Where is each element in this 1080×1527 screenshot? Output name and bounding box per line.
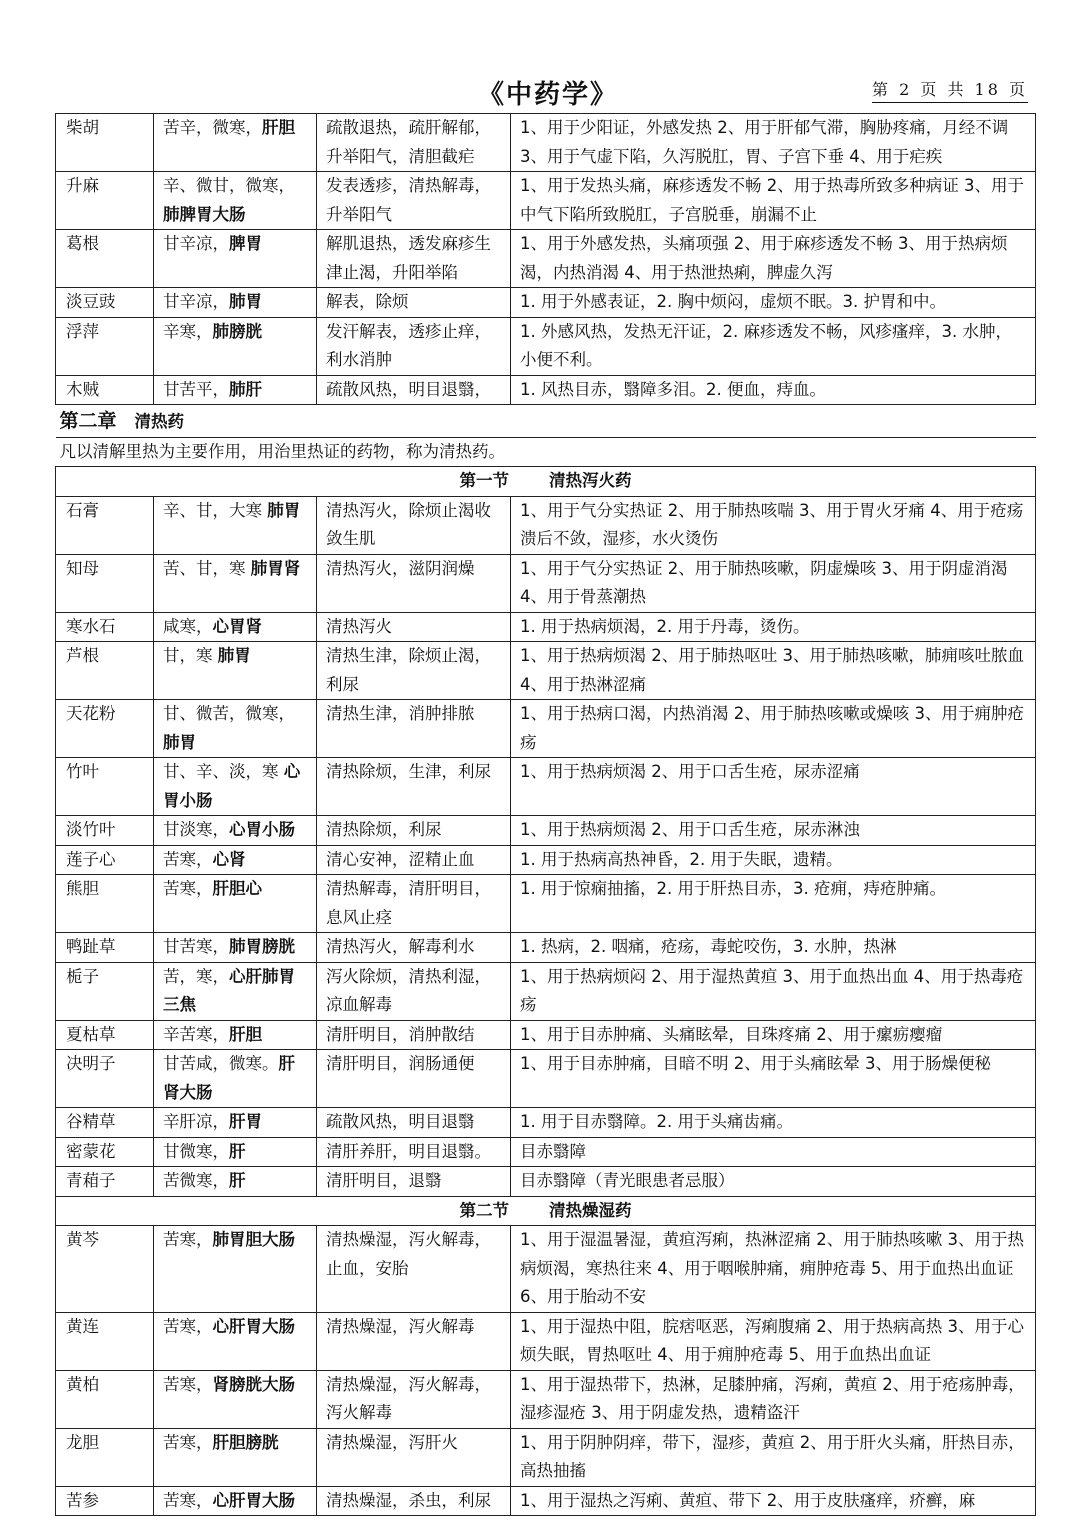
herb-usage: 1. 热病，2. 咽痛，疮疡，毒蛇咬伤，3. 水肿，热淋 xyxy=(511,933,1036,963)
herb-property xyxy=(154,114,317,172)
herb-property-text: 苦寒， xyxy=(163,879,213,898)
herb-effect: 清肝养肝，明目退翳。 xyxy=(317,1137,511,1167)
chapter-heading xyxy=(56,405,1036,438)
herb-effect: 清肝明目，退翳 xyxy=(317,1167,511,1197)
herb-row xyxy=(56,288,1036,318)
herb-property xyxy=(154,230,317,288)
herb-row xyxy=(56,1050,1036,1108)
herb-usage: 1、用于热病烦渴 2、用于口舌生疮，尿赤涩痛 xyxy=(511,758,1036,816)
herb-property-text: 甘、微苦，微寒， xyxy=(163,704,295,723)
herb-meridian: 肝 xyxy=(229,1171,246,1190)
document-title: 《中药学》 xyxy=(478,80,619,110)
herb-usage: 1、用于湿热带下，热淋，足膝肿痛，泻痢，黄疸 2、用于疮疡肿毒，湿疹湿疮 3、用于阴虚发热，遗精盗汗 xyxy=(511,1370,1036,1428)
herb-row xyxy=(56,1428,1036,1486)
herb-effect: 清肝明目，润肠通便 xyxy=(317,1050,511,1108)
page-number: 第 2 页 共 18 页 xyxy=(872,77,1028,103)
herb-effect: 清热生津，除烦止渴，利尿 xyxy=(317,642,511,700)
herb-row xyxy=(56,612,1036,642)
herb-effect: 清热泻火，解毒利水 xyxy=(317,933,511,963)
herb-property-text: 甘淡寒， xyxy=(163,820,229,839)
herb-row xyxy=(56,875,1036,933)
herb-table-body xyxy=(56,114,1036,1516)
herb-name: 谷精草 xyxy=(56,1108,154,1138)
herb-row xyxy=(56,554,1036,612)
herb-effect: 清热燥湿，泻火解毒，泻火解毒 xyxy=(317,1370,511,1428)
herb-property-text: 甘，寒 xyxy=(163,646,218,665)
herb-meridian: 肝胆 xyxy=(229,1024,262,1044)
herb-row xyxy=(56,172,1036,230)
herb-usage: 1、用于少阳证，外感发热 2、用于肝郁气滞，胸胁疼痛，月经不调 3、用于气虚下陷，久泻脱肛，胃、子宫下垂 4、用于疟疾 xyxy=(511,114,1036,172)
herb-row xyxy=(56,114,1036,172)
herb-row xyxy=(56,1486,1036,1516)
herb-usage: 目赤翳障（青光眼患者忌服） xyxy=(511,1167,1036,1197)
herb-name: 鸭趾草 xyxy=(56,933,154,963)
herb-property xyxy=(154,1167,317,1197)
section-number: 第二节 xyxy=(459,1200,509,1220)
herb-effect: 清热泻火，滋阴润燥 xyxy=(317,554,511,612)
herb-property-text: 苦寒， xyxy=(163,849,213,869)
herb-property-text: 甘、辛、淡，寒 xyxy=(163,762,284,781)
herb-usage: 目赤翳障 xyxy=(511,1137,1036,1167)
herb-row xyxy=(56,1108,1036,1138)
herb-name: 木贼 xyxy=(56,375,154,405)
herb-row xyxy=(56,845,1036,875)
herb-row xyxy=(56,642,1036,700)
section-name: 清热燥湿药 xyxy=(549,1200,632,1220)
herb-effect: 清心安神，涩精止血 xyxy=(317,845,511,875)
herb-name: 黄连 xyxy=(56,1312,154,1370)
herb-meridian: 脾胃 xyxy=(229,234,262,253)
herb-meridian: 肝 xyxy=(229,1141,246,1161)
herb-name: 升麻 xyxy=(56,172,154,230)
section-name: 清热泻火药 xyxy=(549,471,632,490)
herb-meridian: 肺膀胱 xyxy=(212,321,262,341)
herb-property xyxy=(154,1486,317,1516)
herb-effect: 发汗解表，透疹止痒，利水消肿 xyxy=(317,317,511,375)
herb-effect: 疏散退热，疏肝解郁，升举阳气，清胆截疟 xyxy=(317,114,511,172)
herb-name: 黄柏 xyxy=(56,1370,154,1428)
herb-effect: 清热燥湿，泻肝火 xyxy=(317,1428,511,1486)
herb-meridian: 肝胃 xyxy=(229,1112,262,1131)
herb-meridian: 心肾 xyxy=(212,849,246,869)
herb-property-text: 甘微寒， xyxy=(163,1141,229,1161)
herb-row xyxy=(56,1020,1036,1050)
herb-property xyxy=(154,288,317,318)
herb-name: 决明子 xyxy=(56,1050,154,1108)
herb-property xyxy=(154,172,317,230)
herb-property-text: 苦寒， xyxy=(163,1316,213,1336)
herb-effect: 清热泻火 xyxy=(317,612,511,642)
herb-usage: 1. 风热目赤，翳障多泪。2. 便血，痔血。 xyxy=(511,375,1036,405)
herb-usage: 1、用于目赤肿痛，目暗不明 2、用于头痛眩晕 3、用于肠燥便秘 xyxy=(511,1050,1036,1108)
herb-name: 苦参 xyxy=(56,1486,154,1516)
herb-row xyxy=(56,1167,1036,1197)
section-heading xyxy=(56,467,1036,497)
chapter-description: 凡以清解里热为主要作用，用治里热证的药物，称为清热药。 xyxy=(56,437,1036,467)
herb-property xyxy=(154,612,317,642)
herb-name: 寒水石 xyxy=(56,612,154,642)
herb-property-text: 甘苦咸，微寒。 xyxy=(163,1054,279,1073)
herb-effect: 发表透疹，清热解毒，升举阳气 xyxy=(317,172,511,230)
herb-table xyxy=(55,113,1036,1516)
herb-name: 夏枯草 xyxy=(56,1020,154,1050)
herb-property xyxy=(154,375,317,405)
herb-row xyxy=(56,317,1036,375)
herb-property-text: 辛、微甘，微寒， xyxy=(163,176,295,195)
herb-meridian: 心胃肾 xyxy=(212,616,262,636)
herb-meridian: 肺胃 xyxy=(267,500,301,520)
herb-usage: 1、用于气分实热证 2、用于肺热咳喘 3、用于胃火牙痛 4、用于疮疡溃后不敛，湿疹，水火烫伤 xyxy=(511,496,1036,554)
herb-usage: 1、用于发热头痛，麻疹透发不畅 2、用于热毒所致多种病证 3、用于中气下陷所致脱肛，子宫脱垂，崩漏不止 xyxy=(511,172,1036,230)
herb-property xyxy=(154,845,317,875)
herb-effect: 清肝明目，消肿散结 xyxy=(317,1020,511,1050)
herb-property xyxy=(154,1428,317,1486)
herb-row xyxy=(56,700,1036,758)
herb-row xyxy=(56,230,1036,288)
herb-usage: 1、用于气分实热证 2、用于肺热咳嗽，阴虚燥咳 3、用于阴虚消渴 4、用于骨蒸潮热 xyxy=(511,554,1036,612)
herb-effect: 清热解毒，清肝明目，息风止痉 xyxy=(317,875,511,933)
herb-property-text: 苦，寒， xyxy=(163,966,229,986)
herb-name: 竹叶 xyxy=(56,758,154,816)
herb-property-text: 辛寒， xyxy=(163,321,213,341)
herb-property-text: 咸寒， xyxy=(163,616,213,636)
herb-property-text: 甘苦平， xyxy=(163,379,229,399)
herb-effect: 疏散风热，明目退翳 xyxy=(317,1108,511,1138)
herb-name: 浮萍 xyxy=(56,317,154,375)
herb-property-text: 甘辛凉， xyxy=(163,234,229,253)
herb-property xyxy=(154,700,317,758)
herb-name: 龙胆 xyxy=(56,1428,154,1486)
herb-name: 淡豆豉 xyxy=(56,288,154,318)
herb-effect: 泻火除烦，清热利湿，凉血解毒 xyxy=(317,962,511,1020)
herb-name: 栀子 xyxy=(56,962,154,1020)
herb-row xyxy=(56,758,1036,816)
herb-property xyxy=(154,1108,317,1138)
herb-property xyxy=(154,933,317,963)
herb-name: 莲子心 xyxy=(56,845,154,875)
herb-row xyxy=(56,1137,1036,1167)
herb-effect: 清热除烦，生津，利尿 xyxy=(317,758,511,816)
herb-meridian: 心胃小肠 xyxy=(163,762,301,810)
herb-name: 柴胡 xyxy=(56,114,154,172)
herb-effect: 清热燥湿，杀虫，利尿 xyxy=(317,1486,511,1516)
herb-table-wrapper xyxy=(55,113,1035,1516)
herb-usage: 1. 用于惊痫抽搐，2. 用于肝热目赤，3. 疮痈，痔疮肿痛。 xyxy=(511,875,1036,933)
herb-usage: 1、用于目赤肿痛、头痛眩晕，目珠疼痛 2、用于瘰疬瘿瘤 xyxy=(511,1020,1036,1050)
herb-effect: 清热生津，消肿排脓 xyxy=(317,700,511,758)
herb-effect: 疏散风热，明目退翳， xyxy=(317,375,511,405)
herb-property-text: 苦寒， xyxy=(163,1230,213,1249)
herb-usage: 1、用于湿温暑湿，黄疸泻痢，热淋涩痛 2、用于肺热咳嗽 3、用于热病烦渴，寒热往来 4、用于咽喉肿痛，痈肿疮毒 5、用于血热出血证 6、用于胎动不安 xyxy=(511,1226,1036,1313)
herb-property xyxy=(154,816,317,846)
herb-name: 知母 xyxy=(56,554,154,612)
herb-usage: 1. 外感风热，发热无汗证，2. 麻疹透发不畅，风疹瘙痒，3. 水肿，小便不利。 xyxy=(511,317,1036,375)
herb-property xyxy=(154,1312,317,1370)
herb-meridian: 肺脾胃大肠 xyxy=(163,204,246,224)
herb-name: 天花粉 xyxy=(56,700,154,758)
herb-property xyxy=(154,1050,317,1108)
herb-name: 淡竹叶 xyxy=(56,816,154,846)
herb-effect: 清热泻火，除烦止渴收敛生肌 xyxy=(317,496,511,554)
herb-row xyxy=(56,962,1036,1020)
herb-property xyxy=(154,642,317,700)
herb-property xyxy=(154,1020,317,1050)
herb-property-text: 苦寒， xyxy=(163,1490,213,1510)
herb-property xyxy=(154,1137,317,1167)
herb-usage: 1、用于热病口渴，内热消渴 2、用于肺热咳嗽或燥咳 3、用于痈肿疮疡 xyxy=(511,700,1036,758)
herb-usage: 1、用于热病烦渴 2、用于肺热呕吐 3、用于肺热咳嗽，肺痈咳吐脓血 4、用于热淋涩痛 xyxy=(511,642,1036,700)
herb-effect: 解表，除烦 xyxy=(317,288,511,318)
chapter-name: 清热药 xyxy=(134,412,185,431)
herb-property xyxy=(154,554,317,612)
herb-usage: 1. 用于热病烦渴，2. 用于丹毒，烫伤。 xyxy=(511,612,1036,642)
chapter-row xyxy=(56,405,1036,438)
herb-name: 石膏 xyxy=(56,496,154,554)
chapter-description-row xyxy=(56,437,1036,467)
herb-meridian: 心肝胃大肠 xyxy=(212,1490,295,1510)
herb-property-text: 甘辛凉， xyxy=(163,292,229,311)
herb-property xyxy=(154,1226,317,1313)
herb-property-text: 苦辛，微寒， xyxy=(163,118,262,137)
herb-usage: 1. 用于外感表证，2. 胸中烦闷，虚烦不眠。3. 护胃和中。 xyxy=(511,288,1036,318)
herb-row xyxy=(56,1312,1036,1370)
herb-usage: 1. 用于目赤翳障。2. 用于头痛齿痛。 xyxy=(511,1108,1036,1138)
herb-name: 青葙子 xyxy=(56,1167,154,1197)
herb-meridian: 心肝肺胃三焦 xyxy=(163,966,295,1014)
herb-meridian: 心肝胃大肠 xyxy=(212,1316,295,1336)
herb-effect: 清热燥湿，泻火解毒 xyxy=(317,1312,511,1370)
chapter-number: 第二章 xyxy=(59,410,117,432)
herb-usage: 1、用于湿热之泻痢、黄疸、带下 2、用于皮肤瘙痒，疥癣，麻 xyxy=(511,1486,1036,1516)
herb-effect: 清热燥湿，泻火解毒，止血，安胎 xyxy=(317,1226,511,1313)
herb-meridian: 肺胃 xyxy=(217,646,251,665)
herb-meridian: 肝胆心 xyxy=(212,879,262,898)
herb-meridian: 肺胃膀胱 xyxy=(229,937,295,956)
herb-row xyxy=(56,816,1036,846)
herb-property xyxy=(154,1370,317,1428)
herb-property-text: 辛苦寒， xyxy=(163,1024,229,1044)
herb-meridian: 心胃小肠 xyxy=(229,820,295,839)
herb-meridian: 肝胆 xyxy=(262,118,295,137)
herb-usage: 1、用于热病烦闷 2、用于湿热黄疸 3、用于血热出血 4、用于热毒疮疡 xyxy=(511,962,1036,1020)
herb-property-text: 苦寒， xyxy=(163,1432,213,1452)
herb-meridian: 肝肾大肠 xyxy=(163,1054,295,1102)
herb-meridian: 肺胃胆大肠 xyxy=(212,1230,295,1249)
herb-name: 黄芩 xyxy=(56,1226,154,1313)
herb-property-text: 甘苦寒， xyxy=(163,937,229,956)
herb-property xyxy=(154,758,317,816)
section-heading xyxy=(56,1196,1036,1226)
herb-meridian: 肝胆膀胱 xyxy=(212,1432,279,1452)
herb-meridian: 肺胃 xyxy=(229,292,262,311)
herb-meridian: 肺肝 xyxy=(229,379,262,399)
herb-usage: 1、用于阴肿阴痒，带下，湿疹，黄疸 2、用于肝火头痛，肝热目赤，高热抽搐 xyxy=(511,1428,1036,1486)
herb-row xyxy=(56,1370,1036,1428)
herb-property-text: 苦寒， xyxy=(163,1374,213,1394)
herb-meridian: 肺胃 xyxy=(163,732,196,752)
herb-usage: 1、用于外感发热，头痛项强 2、用于麻疹透发不畅 3、用于热病烦渴，内热消渴 4、用于热泄热痢，脾虚久泻 xyxy=(511,230,1036,288)
herb-property-text: 苦、甘，寒 xyxy=(163,558,251,578)
herb-property-text: 苦微寒， xyxy=(163,1171,229,1190)
herb-row xyxy=(56,496,1036,554)
herb-property-text: 辛肝凉， xyxy=(163,1112,229,1131)
herb-row xyxy=(56,933,1036,963)
herb-usage: 1. 用于热病高热神昏，2. 用于失眠，遗精。 xyxy=(511,845,1036,875)
herb-property-text: 辛、甘，大寒 xyxy=(163,500,268,520)
herb-meridian: 肾膀胱大肠 xyxy=(212,1374,295,1394)
section-row xyxy=(56,467,1036,497)
herb-name: 密蒙花 xyxy=(56,1137,154,1167)
herb-name: 熊胆 xyxy=(56,875,154,933)
herb-meridian: 肺胃肾 xyxy=(250,558,301,578)
herb-property xyxy=(154,317,317,375)
herb-row xyxy=(56,375,1036,405)
herb-property xyxy=(154,962,317,1020)
herb-name: 芦根 xyxy=(56,642,154,700)
herb-property xyxy=(154,496,317,554)
herb-usage: 1、用于湿热中阻，脘痞呕恶，泻痢腹痛 2、用于热病高热 3、用于心烦失眠，胃热呕吐 4、用于痈肿疮毒 5、用于血热出血证 xyxy=(511,1312,1036,1370)
herb-effect: 清热除烦，利尿 xyxy=(317,816,511,846)
herb-usage: 1、用于热病烦渴 2、用于口舌生疮，尿赤淋浊 xyxy=(511,816,1036,846)
herb-property xyxy=(154,875,317,933)
herb-name: 葛根 xyxy=(56,230,154,288)
herb-row xyxy=(56,1226,1036,1313)
section-number: 第一节 xyxy=(459,471,509,490)
herb-effect: 解肌退热，透发麻疹生津止渴，升阳举陷 xyxy=(317,230,511,288)
section-row xyxy=(56,1196,1036,1226)
